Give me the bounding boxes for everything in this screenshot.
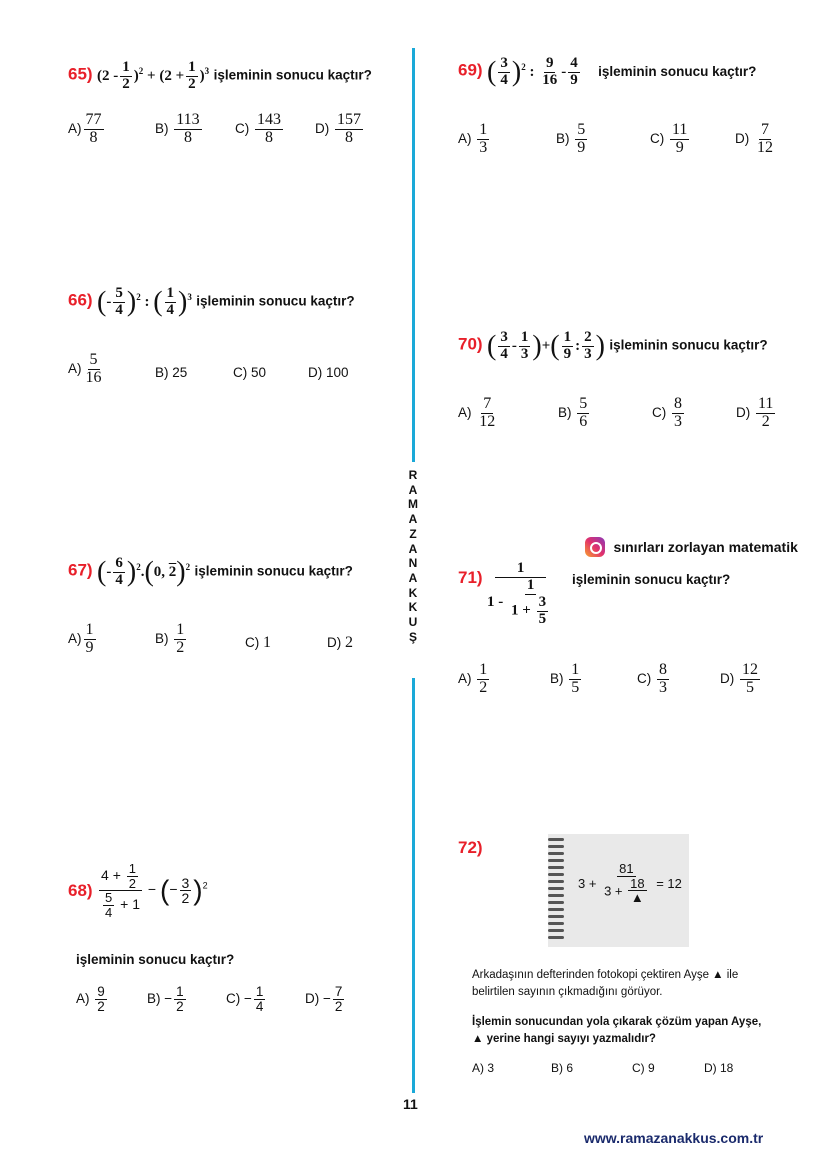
- vertical-label-letter: K: [408, 600, 418, 615]
- question-number: 68): [68, 880, 93, 900]
- vertical-label-letter: K: [408, 585, 418, 600]
- website-link[interactable]: www.ramazanakkus.com.tr: [584, 1130, 764, 1146]
- column-divider-top: [412, 48, 415, 462]
- vertical-label-letter: A: [408, 512, 418, 527]
- expression: (2 - $\frac{1}{2}$ )$^2$ + (2 + $\frac{1}{2}$ )$^3$: [97, 59, 210, 92]
- question-72-description: Arkadaşının defterinden fotokopi çektiren Ayşe ▲ ile belirtilen sayının çıkmadığını görüyor.: [472, 969, 739, 998]
- question-text: işleminin sonucu kaçtır?: [76, 952, 235, 967]
- option-d[interactable]: D) $\frac{11}{2}$: [736, 395, 774, 430]
- option-c[interactable]: C) $\frac{8}{3}$: [637, 661, 668, 696]
- vertical-label-letter: N: [408, 556, 418, 571]
- expression: ( $\frac{3}{4}$ )$^2$ : $\frac{9}{16}$ - $\frac{4}{9}$: [487, 55, 578, 88]
- question-number: 69): [458, 60, 483, 80]
- question-71: [458, 560, 554, 627]
- option-a[interactable]: A) $\frac{5}{16}$: [68, 351, 102, 386]
- question-66: [68, 286, 355, 319]
- notebook-image: [548, 834, 689, 947]
- vertical-label-letter: A: [408, 482, 418, 497]
- question-68: [68, 862, 208, 920]
- vertical-label-letter: A: [408, 541, 418, 556]
- option-d[interactable]: D) $\frac{157}{8}$: [315, 111, 362, 146]
- option-c[interactable]: C) 1: [245, 634, 272, 651]
- expression: ( $\frac{3}{4}$ - $\frac{1}{3}$ )+( $\frac{1}{9}$ : $\frac{2}{3}$ ): [487, 329, 605, 362]
- question-text: işleminin sonucu kaçtır?: [609, 337, 768, 353]
- option-d[interactable]: D) 2: [327, 634, 354, 651]
- option-b[interactable]: B) − $\frac{1}{2}$: [147, 984, 184, 1015]
- question-text: işleminin sonucu kaçtır?: [213, 67, 372, 83]
- option-b[interactable]: B) $\frac{5}{6}$: [558, 395, 588, 430]
- question-text: işleminin sonucu kaçtır?: [196, 293, 355, 309]
- option-a[interactable]: A) $\frac{9}{2}$: [76, 984, 105, 1015]
- option-d[interactable]: D) $\frac{12}{5}$: [720, 661, 759, 696]
- option-c[interactable]: C) 50: [233, 365, 267, 380]
- option-d[interactable]: D) − $\frac{7}{2}$: [305, 984, 343, 1015]
- question-70: [458, 330, 768, 363]
- option-a[interactable]: A) 3: [472, 1061, 495, 1075]
- option-a[interactable]: A) $\frac{1}{2}$: [458, 661, 488, 696]
- vertical-label-letter: U: [408, 615, 418, 630]
- question-text: işleminin sonucu kaçtır?: [194, 563, 353, 579]
- question-number: 70): [458, 334, 483, 354]
- expression: (- $\frac{5}{4}$ )$^2$ : ( $\frac{1}{4}$ )$^3$: [97, 285, 192, 318]
- expression: 4 + $\frac{1}{2}$ $\frac{5}{4}$ + 1 − (− $\frac{3}{2}$ )$^2$: [101, 861, 208, 920]
- option-c[interactable]: C) $\frac{8}{3}$: [652, 395, 683, 430]
- question-69: [458, 56, 756, 89]
- column-divider-bottom: [412, 678, 415, 1093]
- question-number: 72): [458, 838, 483, 857]
- notebook-expression: 3 + 81 3 + $\frac{18}{▲}$ = 12: [578, 861, 682, 906]
- brand-text: sınırları zorlayan matematik: [613, 539, 798, 555]
- option-b[interactable]: B) $\frac{1}{5}$: [550, 661, 580, 696]
- option-a[interactable]: A) $\frac{77}{8}$: [68, 111, 102, 146]
- option-c[interactable]: C) $\frac{143}{8}$: [235, 111, 282, 146]
- option-d[interactable]: D) $\frac{7}{12}$: [735, 121, 774, 156]
- expression: (- $\frac{6}{4}$ )$^2$.(0, 2)$^2$: [97, 555, 191, 588]
- option-c[interactable]: C) 9: [632, 1061, 655, 1075]
- vertical-label-letter: Ş: [408, 629, 417, 644]
- expression: 1 1 - 1 1 + $\frac{3}{5}$: [487, 560, 547, 627]
- option-b[interactable]: B) 25: [155, 365, 188, 380]
- vertical-author-label: [406, 468, 420, 644]
- question-number: 67): [68, 560, 93, 580]
- option-b[interactable]: B) 6: [551, 1061, 574, 1075]
- question-text: işleminin sonucu kaçtır?: [572, 572, 731, 587]
- question-number: 66): [68, 290, 93, 310]
- question-72-text: İşlemin sonucundan yola çıkarak çözüm yapan Ayşe, ▲ yerine hangi sayıyı yazmalıdır?: [472, 1016, 762, 1045]
- vertical-label-letter: Z: [409, 526, 417, 541]
- vertical-label-letter: M: [408, 497, 418, 512]
- brand-tag: [585, 537, 798, 557]
- question-text: işleminin sonucu kaçtır?: [598, 63, 757, 79]
- instagram-icon: [585, 537, 605, 557]
- option-d[interactable]: D) 18: [704, 1061, 734, 1075]
- option-b[interactable]: B) $\frac{5}{9}$: [556, 121, 586, 156]
- option-d[interactable]: D) 100: [308, 365, 349, 380]
- option-c[interactable]: C) − $\frac{1}{4}$: [226, 984, 264, 1015]
- question-number: 65): [68, 64, 93, 84]
- page-number: 11: [403, 1096, 418, 1112]
- option-b[interactable]: B) $\frac{1}{2}$: [155, 621, 185, 656]
- option-a[interactable]: A) $\frac{7}{12}$: [458, 395, 496, 430]
- option-c[interactable]: C) $\frac{11}{9}$: [650, 121, 688, 156]
- question-65: [68, 60, 372, 93]
- question-67: [68, 556, 353, 589]
- option-a[interactable]: A) $\frac{1}{9}$: [68, 621, 94, 656]
- option-a[interactable]: A) $\frac{1}{3}$: [458, 121, 488, 156]
- question-number: 71): [458, 568, 483, 587]
- vertical-label-letter: R: [408, 468, 418, 482]
- vertical-label-letter: A: [408, 570, 418, 585]
- option-b[interactable]: B) $\frac{113}{8}$: [155, 111, 200, 146]
